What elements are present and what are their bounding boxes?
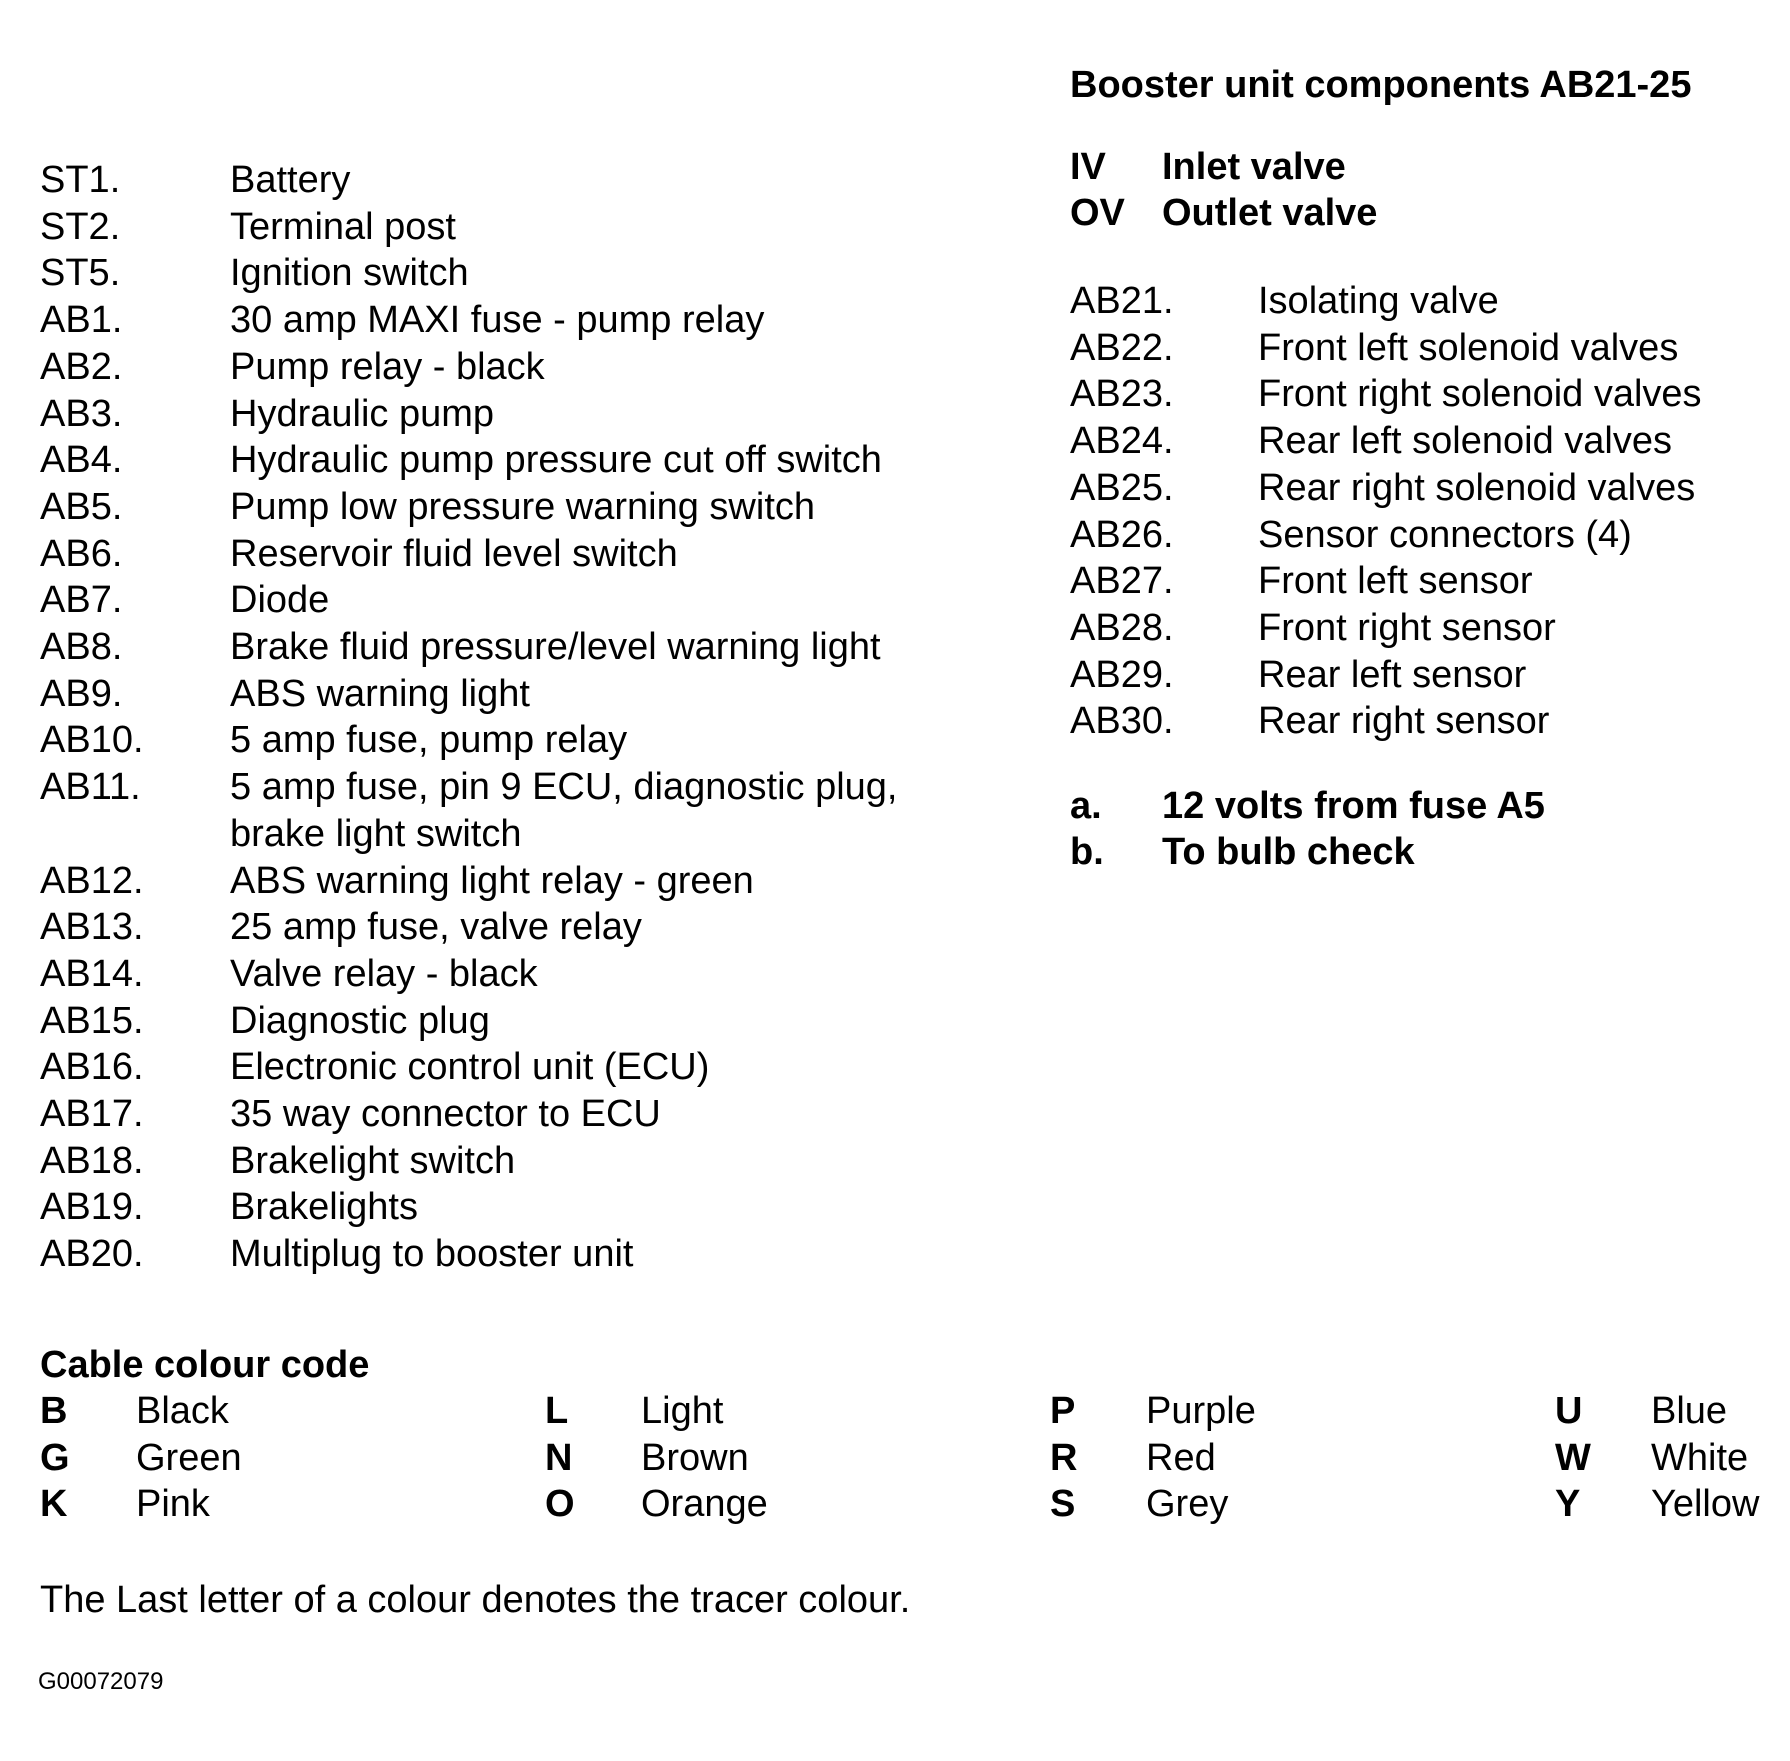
- booster-desc: Front right sensor: [1258, 606, 1556, 649]
- booster-row: [1070, 278, 1770, 325]
- component-code: AB6.: [40, 532, 123, 575]
- booster-code: AB25.: [1070, 466, 1174, 509]
- booster-row: [1070, 371, 1770, 418]
- booster-desc: Rear right sensor: [1258, 700, 1550, 743]
- component-desc: Diode: [230, 579, 330, 622]
- component-row: [40, 1231, 960, 1278]
- valve-code: OV: [1070, 192, 1125, 234]
- colour-name: Pink: [136, 1483, 210, 1526]
- note-code: a.: [1070, 785, 1102, 828]
- component-desc: 5 amp fuse, pump relay: [230, 719, 628, 762]
- component-code: AB8.: [40, 626, 123, 669]
- component-row: [40, 577, 960, 624]
- note-code: b.: [1070, 831, 1104, 874]
- cable-colour-row: [1050, 1388, 1555, 1435]
- colour-name: Orange: [641, 1483, 768, 1526]
- component-code: AB14.: [40, 952, 144, 995]
- component-row: [40, 531, 960, 578]
- component-desc: Pump low pressure warning switch: [230, 485, 816, 528]
- booster-row: [1070, 465, 1770, 512]
- component-desc: Multiplug to booster unit: [230, 1233, 634, 1276]
- cable-colour-row: [1050, 1481, 1555, 1528]
- cable-colour-row: [40, 1481, 545, 1528]
- component-desc: Terminal post: [230, 205, 456, 248]
- component-code: AB20.: [40, 1233, 144, 1276]
- figure-id: G00072079: [38, 1668, 164, 1695]
- component-row: [40, 157, 960, 204]
- note-row: [1070, 783, 1770, 829]
- cable-colour-row: [40, 1388, 545, 1435]
- component-code: AB13.: [40, 906, 144, 949]
- booster-desc: Front right solenoid valves: [1258, 373, 1702, 416]
- component-row: [40, 250, 960, 297]
- colour-letter: S: [1050, 1483, 1076, 1526]
- booster-row: [1070, 325, 1770, 372]
- colour-letter: B: [40, 1390, 68, 1432]
- component-code: AB5.: [40, 485, 123, 528]
- valve-row: [1070, 190, 1770, 236]
- component-row: [40, 391, 960, 438]
- colour-name: White: [1651, 1436, 1749, 1479]
- booster-desc: Rear left sensor: [1258, 653, 1527, 696]
- component-desc: Reservoir fluid level switch: [230, 532, 678, 575]
- component-desc: Brakelight switch: [230, 1139, 516, 1182]
- colour-name: Light: [641, 1390, 724, 1432]
- component-code: ST2.: [40, 205, 121, 248]
- booster-code: AB24.: [1070, 420, 1174, 463]
- colour-name: Red: [1146, 1436, 1216, 1479]
- booster-row: [1070, 512, 1770, 559]
- cable-colour-row: [1555, 1388, 1755, 1435]
- component-code: AB19.: [40, 1186, 144, 1229]
- component-code: AB9.: [40, 672, 123, 715]
- note-row: [1070, 829, 1770, 875]
- component-desc: ABS warning light relay - green: [230, 859, 754, 902]
- valve-desc: Inlet valve: [1162, 146, 1346, 188]
- component-row: [40, 1184, 960, 1231]
- component-desc: Diagnostic plug: [230, 999, 490, 1042]
- colour-name: Blue: [1651, 1390, 1728, 1432]
- component-code: AB10.: [40, 719, 144, 762]
- booster-desc: Sensor connectors (4): [1258, 513, 1632, 556]
- colour-letter: L: [545, 1390, 569, 1432]
- component-code: AB11.: [40, 766, 141, 809]
- component-row: [40, 951, 960, 998]
- booster-row: [1070, 698, 1770, 745]
- colour-name: Green: [136, 1436, 242, 1479]
- component-row: [40, 344, 960, 391]
- colour-name: Black: [136, 1390, 229, 1432]
- cable-colour-row: [1555, 1435, 1755, 1482]
- valve-desc: Outlet valve: [1162, 192, 1378, 234]
- component-code: ST1.: [40, 159, 121, 201]
- component-code: AB15.: [40, 999, 144, 1042]
- component-code: AB12.: [40, 859, 144, 902]
- component-code: AB4.: [40, 439, 123, 482]
- cable-colour-row: [40, 1435, 545, 1482]
- component-code: ST5.: [40, 252, 121, 295]
- component-row: [40, 764, 960, 857]
- booster-code: AB27.: [1070, 560, 1174, 603]
- component-desc: 30 amp MAXI fuse - pump relay: [230, 299, 765, 342]
- cable-colour-column: [1555, 1388, 1760, 1528]
- booster-section: [1070, 62, 1770, 875]
- component-row: [40, 204, 960, 251]
- colour-letter: R: [1050, 1436, 1078, 1479]
- component-row: [40, 717, 960, 764]
- cable-colour-row: [545, 1435, 1050, 1482]
- cable-colour-title: Cable colour code: [40, 1344, 370, 1386]
- component-row: [40, 904, 960, 951]
- cable-colour-grid: [40, 1388, 1770, 1528]
- cable-colour-column: [1050, 1388, 1555, 1528]
- note-desc: 12 volts from fuse A5: [1162, 785, 1545, 828]
- booster-code: AB22.: [1070, 326, 1174, 369]
- booster-title: Booster unit components AB21-25: [1070, 64, 1692, 106]
- booster-desc: Rear right solenoid valves: [1258, 466, 1696, 509]
- component-row: [40, 297, 960, 344]
- colour-name: Brown: [641, 1436, 749, 1479]
- colour-letter: Y: [1555, 1483, 1581, 1526]
- booster-code: AB21.: [1070, 280, 1174, 322]
- booster-code: AB26.: [1070, 513, 1174, 556]
- colour-name: Grey: [1146, 1483, 1229, 1526]
- booster-code: AB23.: [1070, 373, 1174, 416]
- colour-letter: G: [40, 1436, 70, 1479]
- component-desc: Electronic control unit (ECU): [230, 1046, 710, 1089]
- booster-desc: Rear left solenoid valves: [1258, 420, 1672, 463]
- component-desc: ABS warning light: [230, 672, 530, 715]
- colour-name: Purple: [1146, 1390, 1256, 1432]
- cable-colour-column: [545, 1388, 1050, 1528]
- component-row: [40, 624, 960, 671]
- colour-name: Yellow: [1651, 1483, 1760, 1526]
- component-row: [40, 437, 960, 484]
- cable-colour-row: [1050, 1435, 1555, 1482]
- component-desc: 25 amp fuse, valve relay: [230, 906, 642, 949]
- tracer-note: The Last letter of a colour denotes the tracer colour.: [40, 1579, 911, 1621]
- component-list: [40, 157, 960, 1278]
- cable-colour-section: [40, 1342, 1770, 1528]
- booster-desc: Front left solenoid valves: [1258, 326, 1679, 369]
- booster-code: AB28.: [1070, 606, 1174, 649]
- component-code: AB2.: [40, 345, 123, 388]
- component-row: [40, 858, 960, 905]
- booster-desc: Isolating valve: [1258, 280, 1499, 322]
- component-desc: Brake fluid pressure/level warning light: [230, 626, 881, 669]
- component-code: AB18.: [40, 1139, 144, 1182]
- component-desc: Pump relay - black: [230, 345, 545, 388]
- component-desc: 35 way connector to ECU: [230, 1093, 661, 1136]
- booster-row: [1070, 652, 1770, 699]
- booster-desc: Front left sensor: [1258, 560, 1533, 603]
- component-code: AB16.: [40, 1046, 144, 1089]
- component-row: [40, 998, 960, 1045]
- booster-row: [1070, 605, 1770, 652]
- cable-colour-row: [545, 1481, 1050, 1528]
- valve-row: [1070, 144, 1770, 190]
- component-row: [40, 484, 960, 531]
- component-desc: Hydraulic pump pressure cut off switch: [230, 439, 882, 482]
- component-code: AB3.: [40, 392, 123, 435]
- component-desc: 5 amp fuse, pin 9 ECU, diagnostic plug, brake light switch: [230, 766, 898, 855]
- valve-code: IV: [1070, 146, 1106, 188]
- component-row: [40, 1138, 960, 1185]
- notes-list: [1070, 783, 1770, 875]
- cable-colour-row: [545, 1388, 1050, 1435]
- booster-row: [1070, 418, 1770, 465]
- colour-letter: O: [545, 1483, 575, 1526]
- component-row: [40, 671, 960, 718]
- colour-letter: P: [1050, 1390, 1076, 1432]
- booster-code: AB30.: [1070, 700, 1174, 743]
- component-code: AB1.: [40, 299, 123, 342]
- cable-colour-column: [40, 1388, 545, 1528]
- colour-letter: U: [1555, 1390, 1583, 1432]
- component-desc: Hydraulic pump: [230, 392, 494, 435]
- cable-colour-row: [1555, 1481, 1760, 1528]
- component-desc: Valve relay - black: [230, 952, 538, 995]
- booster-component-list: [1070, 278, 1770, 745]
- component-code: AB17.: [40, 1093, 144, 1136]
- component-desc: Brakelights: [230, 1186, 418, 1229]
- booster-code: AB29.: [1070, 653, 1174, 696]
- component-row: [40, 1044, 960, 1091]
- colour-letter: K: [40, 1483, 68, 1526]
- note-desc: To bulb check: [1162, 831, 1415, 874]
- component-desc: Ignition switch: [230, 252, 469, 295]
- component-desc: Battery: [230, 159, 351, 201]
- component-code: AB7.: [40, 579, 123, 622]
- component-row: [40, 1091, 960, 1138]
- booster-row: [1070, 558, 1770, 605]
- colour-letter: W: [1555, 1436, 1591, 1479]
- colour-letter: N: [545, 1436, 573, 1479]
